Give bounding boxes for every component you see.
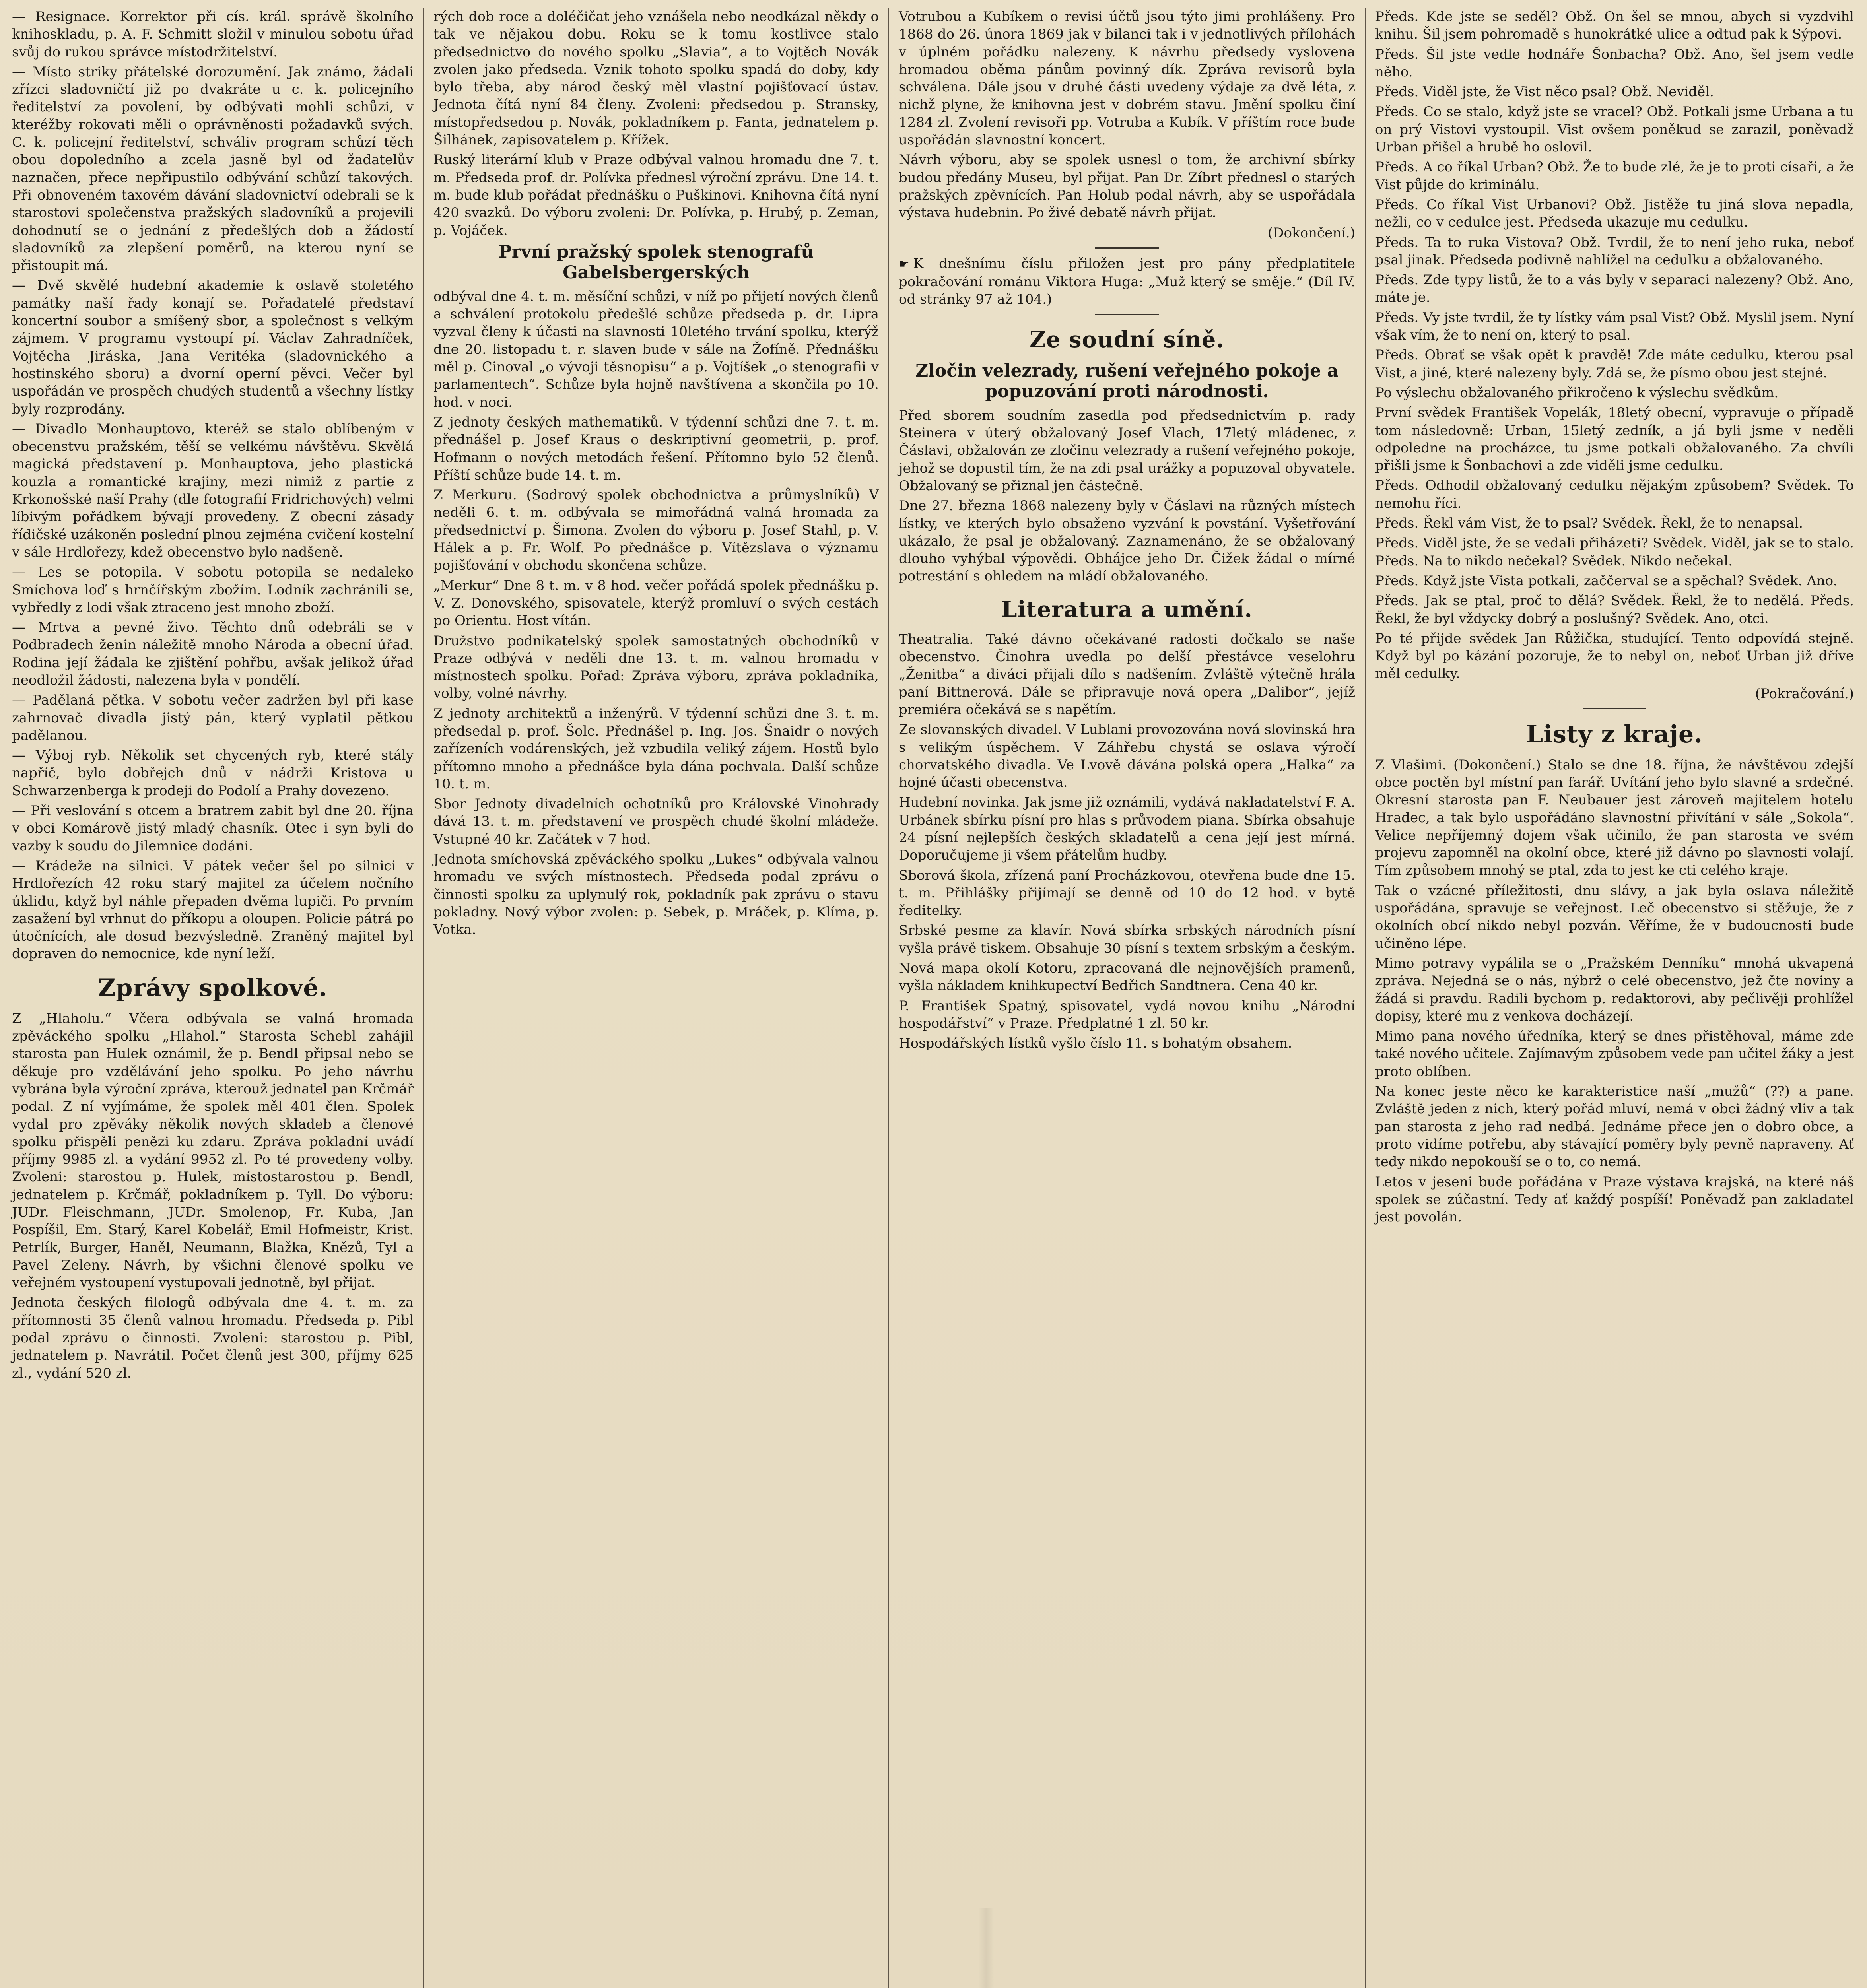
column-2 (427, 8, 885, 1988)
supplement-notice (899, 255, 1355, 309)
news-item: Z jednoty architektů a inženýrů. V týdenní schůzi dne 3. t. m. předsedal p. prof. Šolc. Přednášel p. Ing. Jos. Šnaidr o nových zařízeních vodárenských, jež vzbudila veliký zájem. Hostů bylo přítomno mnoho a přednášce byla dána pochvala. Další schůze 10. t. m. (433, 705, 879, 792)
news-item: Družstvo podnikatelský spolek samostatných obchodníků v Praze odbývá v neděli dne 13. t. m. valnou hromadu v místnostech spolku. Pořad: Zpráva výboru, zpráva pokladníka, volby, volné návrhy. (433, 633, 879, 702)
section-title-literature: Literatura a umění. (1001, 596, 1253, 623)
news-item: Hudební novinka. Jak jsme již oznámili, vydává nakladatelství F. A. Urbánek sbírku písní pro hlas s průvodem piana. Sbírka obsahuje 24 písní nejlepších českých skladatelů a cena její jest mírná. Doporučujeme ji všem přátelům hudby. (899, 794, 1355, 864)
dialogue-line: První svědek František Vopelák, 18letý obecní, vypravuje o případě tom následovně: Urban, 15letý zedník, a já byli jsme v neděli odpoledne na procházce, tu jsme potkali obžalovaného. Za chvíli přišli jsme k Šonbachovi a zde viděli jsme cedulku. (1375, 405, 1854, 474)
dialogue-line: Předs. Co říkal Vist Urbanovi? Obž. Jistěže tu jiná slova nepadla, nežli, co v cedulce jest. Předseda ukazuje mu cedulku. (1375, 196, 1854, 231)
news-item: — Resignace. Korrektor při cís. král. správě školního knihoskladu, p. A. F. Schmitt složil v minulou sobotu úřad svůj do rukou správce místodržitelství. (12, 9, 414, 60)
column-rule (1365, 8, 1366, 1988)
news-item: Tak o vzácné příležitosti, dnu slávy, a jak byla oslava náležitě uspořádána, spravuje se veřejnost. Leč obecenstvo si stěžuje, že z okolních obcí nikdo nebyl pozván. Věříme, že v budoucnosti bude učiněno lépe. (1375, 882, 1854, 951)
news-item: — Místo striky přátelské dorozumění. Jak známo, žádali zřízci sladovničtí již po dvakráte u c. k. policejního ředitelství za povolení, by odbývati mohli schůzi, v kteréžby rokovati měli o oprávněnosti požadavků svých. C. k. policejní ředitelství, schváliv program schůzí těch obou dopoledního a zcela jasně byl od žadatelův naznačen, přece nepřipustilo odbývání schůzí takových. Při obnoveném taxovém dávání sladovnictví odebrali se k starostovi společenstva pražských sladovníků a projevili dohodnutí se o jednání z předešlých dob a žádostí sladovníků za zlepšení poměrů, na kterou nyní se přistoupit má. (12, 64, 414, 274)
section-title-zpravy-spolkove: Zprávy spolkové. (98, 974, 328, 1002)
news-item: — Krádeže na silnici. V pátek večer šel po silnici v Hrdlořezích 42 roku starý majitel za účelem nočního úklidu, když byl náhle přepaden dvěma lupiči. Po prvním zasažení byl vrhnut do příkopu a oloupen. Policie pátrá po útočnících, ale dosud bezvýsledně. Zraněný majitel byl dopraven do nemocnice, kde nyní leží. (12, 858, 414, 962)
dialogue-line: Předs. Odhodil obžalovaný cedulku nějakým způsobem? Svědek. To nemohu říci. (1375, 478, 1854, 511)
news-item: rých dob roce a doléčičat jeho vznášela nebo neodkázal někdy o tak ve nějakou dobu. Roku se k tomu kostlivce stalo předsednictvo do nového spolku „Slavia“, a to Vojtěch Novák zvolen jako předseda. Vznik tohoto spolku spadá do doby, kdy bylo třeba, aby národ český měl vlastní pojišťovací ústav. Jednota čítá nyní 84 členy. Zvoleni: předsedou p. Stransky, místopředsedou p. Novák, pokladníkem p. Fanta, jednatelem p. Šilhánek, zapisovatelem p. Křížek. (433, 9, 879, 148)
news-item: Z jednoty českých mathematiků. V týdenní schůzi dne 7. t. m. přednášel p. Josef Kraus o deskriptivní geometrii, p. prof. Hofmann o nových metodách řešení. Přítomno bylo 52 členů. Příští schůze bude 14. t. m. (433, 414, 879, 483)
column-4 (1369, 8, 1860, 1988)
dialogue-line: Předs. Šil jste vedle hodnáře Šonbacha? Obž. Ano, šel jsem vedle něho. (1375, 46, 1854, 80)
news-item: Nová mapa okolí Kotoru, zpracovaná dle nejnovějších pramenů, vyšla nákladem knihkupectví Bedřich Sandtnera. Cena 40 kr. (899, 960, 1355, 994)
divider (1095, 314, 1159, 315)
supplement-notice-text: K dnešnímu číslu přiložen jest pro pány předplatitele pokračování románu Viktora Huga: „Muž který se směje.“ (Díl IV. od stránky 97 až 104.) (899, 255, 1355, 308)
news-item: Ruský literární klub v Praze odbýval valnou hromadu dne 7. t. m. Předseda prof. dr. Polívka přednesl výroční zprávu. Dne 14. t. m. bude klub pořádat přednášku o Puškinovi. Knihovna čítá nyní 420 svazků. Do výboru zvoleni: Dr. Polívka, p. Hrubý, p. Zeman, p. Vojáček. (433, 152, 879, 239)
news-item: Sbor Jednoty divadelních ochotníků pro Královské Vinohrady dává 13. t. m. představení ve prospěch chudé školní mládeže. Vstupné 40 kr. Začátek v 7 hod. (433, 796, 879, 847)
divider (1583, 708, 1646, 709)
subheading-treason: Zločin velezrady, rušení veřejného pokoje a popuzování proti národnosti. (915, 360, 1339, 402)
news-item: Mimo potravy vypálila se o „Pražském Denníku“ mnohá ukvapená zpráva. Nejedná se o nás, nýbrž o celé obecenstvo, jež čte noviny a žádá si pravdu. Radili bychom p. redaktorovi, aby pečlivěji prohlížel dopisy, které mu z venkova docházejí. (1375, 955, 1854, 1024)
news-item: Před sborem soudním zasedla pod předsednictvím p. rady Steinera v úterý obžalovaný Josef Vlach, 17letý mládenec, z Čáslavi, obžalován ze zločinu velezrady a rušení veřejného pokoje, jehož se dopustil tím, že na zdi psal urážky a popuzoval obyvatele. Obžalovaný se přiznal jen částečně. (899, 407, 1355, 494)
section-title-court: Ze soudní síně. (1030, 326, 1224, 353)
news-item: Hospodářských lístků vyšlo číslo 11. s bohatým obsahem. (899, 1035, 1292, 1052)
column-rule (888, 8, 889, 1988)
dialogue-line: Po té přijde svědek Jan Růžička, studující. Tento odpovídá stejně. Když byl po kázání pozoruje, že to nebyl on, neboť Urban již dříve měl cedulky. (1375, 630, 1854, 682)
news-item: Mimo pana nového úředníka, který se dnes přistěhoval, máme zde také nového učitele. Zajímavým způsobem vede pan učitel žáky a jest proto oblíben. (1375, 1028, 1854, 1079)
column-rule (423, 8, 424, 1988)
dialogue-line: Předs. Jak se ptal, proč to dělá? Svědek. Řekl, že to nedělá. Předs. Řekl, že byl vždycky dobrý a poslušný? Svědek. Ano, otci. (1375, 593, 1854, 627)
dialogue-line: Po výslechu obžalovaného přikročeno k výslechu svědkům. (1375, 384, 1779, 401)
dialogue-line: Předs. Zde typy listů, že to a vás byly v separaci nalezeny? Obž. Ano, máte je. (1375, 272, 1854, 306)
news-item: Ze slovanských divadel. V Lublani provozována nová slovinská hra s velikým úspěchem. V Záhřebu chystá se oslava výročí chorvatského divadla. Ve Lvově dávána polská opera „Halka“ za hojné účasti obecenstva. (899, 722, 1355, 791)
news-item: Na konec jeste něco ke karakteristice naší „mužů“ (??) a pane. Zvláště jeden z nich, který pořád mluví, nemá v obci žádný vliv a tak pan starosta z jeho rad nedbá. Jednáme přece jen o dobro obce, a proto vidíme potřebu, aby stávající poměry byly pevně napraveny. Ať tedy nikdo nepokouší se o to, co nemá. (1375, 1083, 1854, 1170)
dialogue-line: Předs. Co se stalo, když jste se vracel? Obž. Potkali jsme Urbana a tu on prý Vistovi vystoupil. Vist ovšem poněkud se zarazil, poněvadž Urban přišel a hrubě ho oslovil. (1375, 104, 1854, 155)
news-item: „Merkur“ Dne 8 t. m. v 8 hod. večer pořádá spolek přednášku p. V. Z. Donovského, spisovatele, kterýž promluví o svých cestách po Orientu. Host vítán. (433, 577, 879, 629)
news-item: odbýval dne 4. t. m. měsíční schůzi, v níž po přijetí nových členů a schválení protokolu předešlé schůze předseda p. dr. Lipra vyzval členy k účasti na slavnosti 10letého trvání spolku, kterýž dne 20. listopadu t. r. slaven bude v sále na Žofíně. Přednášku měl p. Cinoval „o vývoji těsnopisu“ a p. Vojtíšek „o stenografii v parlamentech“. Schůze byla hojně navštívena a skončila po 10. hod. v noci. (433, 288, 879, 410)
dialogue-line: Předs. Viděl jste, že se vedali přiházeti? Svědek. Viděl, jak se to stalo. Předs. Na to nikdo nečekal? Svědek. Nikdo nečekal. (1375, 535, 1854, 569)
news-item: Z Vlašimi. (Dokončení.) Stalo se dne 18. října, že návštěvou zdejší obce poctěn byl místní pan farář. Uvítání jeho bylo slavné a srdečné. Okresní starosta pan F. Neubauer jest zároveň majitelem hotelu Hradec, a tak bylo uspořádáno slavnostní přivítání v sále „Sokola“. Velice nepříjemný dojem však učinilo, že pan starosta ve svém projevu zapomněl na okolní obce, které již dávno po slavnosti volají. Tím způsobem mnohý se ptal, zda to jest ke cti celého kraje. (1375, 757, 1854, 879)
dialogue-line: Předs. Viděl jste, že Vist něco psal? Obž. Neviděl. (1375, 84, 1714, 100)
dialogue-line: Předs. A co říkal Urban? Obž. Že to bude zlé, že je to proti císaři, a že Vist půjde do kriminálu. (1375, 159, 1854, 193)
divider (1095, 247, 1159, 248)
news-item: — Les se potopila. V sobotu potopila se nedaleko Smíchova loď s hrnčířským zbožím. Lodník zachránili se, vybředly z lodi však ztraceno jest mnoho zboží. (12, 564, 414, 615)
dialogue-line: Předs. Kde jste se seděl? Obž. On šel se mnou, abych si vyzdvihl knihu. Šil jsem pohromadě s hunokrátké ulice a odtud pak k Sýpovi. (1375, 9, 1854, 43)
dialogue-line: Předs. Obrať se však opět k pravdě! Zde máte cedulku, kterou psal Vist, a jiné, které nalezeny byly. Zdá se, že písmo obou jest stejné. (1375, 347, 1854, 381)
news-item: — Výboj ryb. Několik set chycených ryb, které stály napříč, bylo dobřejch dnů v nádrži Kristova u Schwarzenberga k prodeji do Podolí a Prahy dovezeno. (12, 747, 414, 799)
news-item: Theatralia. Také dávno očekávané radosti dočkalo se naše obecenstvo. Činohra uvedla po delší přestávce veselohru „Ženitba“ a diváci přijali dílo s nadšením. Zvláště výtečně hrála paní Bittnerová. Dále se připravuje nová opera „Dalibor“, jejíž premiéra očekává se s napětím. (899, 631, 1355, 718)
news-item: — Padělaná pětka. V sobotu večer zadržen byl při kase zahrnovač divadla jistý pán, který vyplatil pětkou padělanou. (12, 692, 414, 744)
news-item: Dne 27. března 1868 nalezeny byly v Čáslavi na různých místech lístky, ve kterých bylo obsaženo vyzvání k povstání. Vyšetřování ukázalo, že psal je obžalovaný. Zaznamenáno, že se obžalovaný dlouho vyhýbal výpovědi. Obhájce jeho Dr. Čižek žádal o mírné potrestání s ohledem na mládí obžalovaného. (899, 498, 1355, 584)
news-item: Jednota českých filologů odbývala dne 4. t. m. za přítomnosti 35 členů valnou hromadu. Předseda p. Pibl podal zprávu o činnosti. Zvoleni: starostou p. Pibl, jednatelem p. Navrátil. Počet členů jest 300, příjmy 625 zl., vydání 520 zl. (12, 1295, 414, 1381)
news-item: P. František Spatný, spisovatel, vydá novou knihu „Národní hospodářství“ v Praze. Předplatné 1 zl. 50 kr. (899, 998, 1355, 1031)
news-item: Z „Hlaholu.“ Včera odbývala se valná hromada zpěváckého spolku „Hlahol.“ Starosta Schebl zahájil starosta pan Hulek oznámil, že p. Bendl připsal nebo se děkuje pro vzdělávání jeho spolku. Po jeho návrhu vybrána byla výroční zpráva, kterouž jednatel pan Krčmář podal. Z ní vyjímáme, že spolek měl 401 člen. Spolek vydal pro zpěváky několik nových skladeb a členové spolku přispěli penězi ku zdaru. Zpráva pokladní uvádí příjmy 9985 zl. a vydání 9952 zl. Po té provedeny volby. Zvoleni: starostou p. Hulek, místostarostou p. Bendl, jednatelem p. Krčmář, pokladníkem p. Tyll. Do výboru: JUDr. Fleischmann, JUDr. Smolenop, Fr. Kuba, Jan Pospíšil, Em. Starý, Karel Kobelář, Emil Hofmeistr, Krist. Petrlík, Burger, Haněl, Neumann, Blažka, Knězů, Tyl a Pavel Zeleny. Návrh, by všichni členové spolku ve veřejném vystoupení vystupovali jednotně, byl přijat. (12, 1010, 414, 1291)
news-item: — Dvě skvělé hudební akademie k oslavě stoletého památky naší řady konají se. Pořadatelé představí koncertní soubor a smíšený sbor, a společnost s velkým zájmem. V programu vystoupí pí. Václav Zahradníček, Vojtěcha Jiráska, Jana Veritéka (sladovnického a hostinského sboru) a dvorní operní pěvci. Večer byl uspořádán ve prospěch chudých studentů a všechny lístky byly rozprodány. (12, 278, 414, 417)
continuation-note: (Dokončení.) (1268, 225, 1355, 241)
subheading-stenographers: První pražský spolek stenografů Gabelsbergerských (498, 241, 814, 283)
news-item: Jednota smíchovská zpěváckého spolku „Lukes“ odbývala valnou hromadu ve svých místnostech. Předseda podal zprávu o činnosti spolku za uplynulý rok, pokladník pak zprávu o stavu pokladny. Nový výbor zvolen: p. Sebek, p. Mráček, p. Klíma, p. Votka. (433, 851, 879, 938)
dialogue-line: Předs. Ta to ruka Vistova? Obž. Tvrdil, že to není jeho ruka, neboť psal jinak. Předseda podivně nahlížel na cedulku a obžalovaného. (1375, 234, 1854, 268)
news-item: — Při veslování s otcem a bratrem zabit byl dne 20. října v obci Komárově jistý mladý chasník. Otec i syn byli do vazby k soudu do Jilemnice dodáni. (12, 803, 414, 854)
column-1 (6, 8, 420, 1988)
news-item: — Divadlo Monhauptovo, kteréž se stalo oblíbeným v obecenstvu pražském, těší se velkému návštěvu. Skvělá magická představení p. Monhauptova, jeho plastická kouzla a romantické krajiny, mezi nimiž z partie z Krkonošské naší Prahy (dle fotografií Fridrichových) velmi líbivým pořádkem bývají provedeny. Z obecní zásady řídičské uzákoněn poslední plnou zejména cvičení kostelní v sále Hrdlořezy, kdež obecenstvo bylo nadšeně. (12, 421, 414, 560)
column-3 (892, 8, 1362, 1988)
news-item: Srbské pesme za klavír. Nová sbírka srbských národních písní vyšla právě tiskem. Obsahuje 30 písní s textem srbským a českým. (899, 922, 1355, 956)
pointing-hand-icon: ☛ (899, 257, 909, 271)
news-item: Z Merkuru. (Sodrový spolek obchodnictva a průmyslníků) V neděli 6. t. m. odbývala se mimořádná valná hromada za předsednictví p. Šimona. Zvolen do výboru p. Josef Stahl, p. V. Hálek a p. Fr. Wolf. Po přednášce p. Vítězslava o významu pojišťování v obchodu skončena schůze. (433, 487, 879, 574)
dialogue-line: Předs. Řekl vám Vist, že to psal? Svědek. Řekl, že to nenapsal. (1375, 515, 1803, 532)
news-item: Návrh výboru, aby se spolek usnesl o tom, že archivní sbírky budou předány Museu, byl přijat. Pan Dr. Zíbrt přednesl o starých pražských zpěvnících. Pan Holub podal návrh, aby se uspořádala výstava hudebnin. Po živé debatě návrh přijat. (899, 152, 1355, 221)
news-item: Sborová škola, zřízená paní Procházkovou, otevřena bude dne 15. t. m. Přihlášky přijímají se denně od 10 do 12 hod. v bytě ředitelky. (899, 867, 1355, 919)
dialogue-line: Předs. Vy jste tvrdil, že ty lístky vám psal Vist? Obž. Myslil jsem. Nyní však vím, že to není on, který to psal. (1375, 309, 1854, 344)
news-item: Votrubou a Kubíkem o revisi účtů jsou týto jimi prohlášeny. Pro 1868 do 26. února 1869 jak v bilanci tak i v jednotlivých přílohách v úplném pořádku nalezeny. K návrhu předsedy vyslovena hromadou oběma pánům povinný dík. Zpráva revisorů byla schválena. Dále jsou v druhé části uvedeny výdaje za dvě léta, z nichž plyne, že knihovna jest v dobrém stavu. Jmění spolku činí 1284 zl. Zvolení revisoři pp. Votruba a Kubík. V příštím roce bude uspořádán slavnostní koncert. (899, 9, 1355, 148)
section-title-listy-z-kraje: Listy z kraje. (1526, 720, 1703, 748)
continuation-note: (Pokračování.) (1755, 685, 1854, 702)
dialogue-line: Předs. Když jste Vista potkali, začčerval se a spěchal? Svědek. Ano. (1375, 573, 1838, 589)
news-item: — Mrtva a pevné živo. Těchto dnů odebráli se v Podbradech ženin náležitě mnoho Národa a obecní úřad. Rodina její žádala ke zjištění pohřbu, avšak jelikož úřad neodložil žádosti, nalezena byla v pondělí. (12, 619, 414, 688)
news-item: Letos v jeseni bude pořádána v Praze výstava krajská, na které náš spolek se zúčastní. Tedy ať každý pospíší! Poněvadž pan zakladatel jest povolán. (1375, 1174, 1854, 1225)
